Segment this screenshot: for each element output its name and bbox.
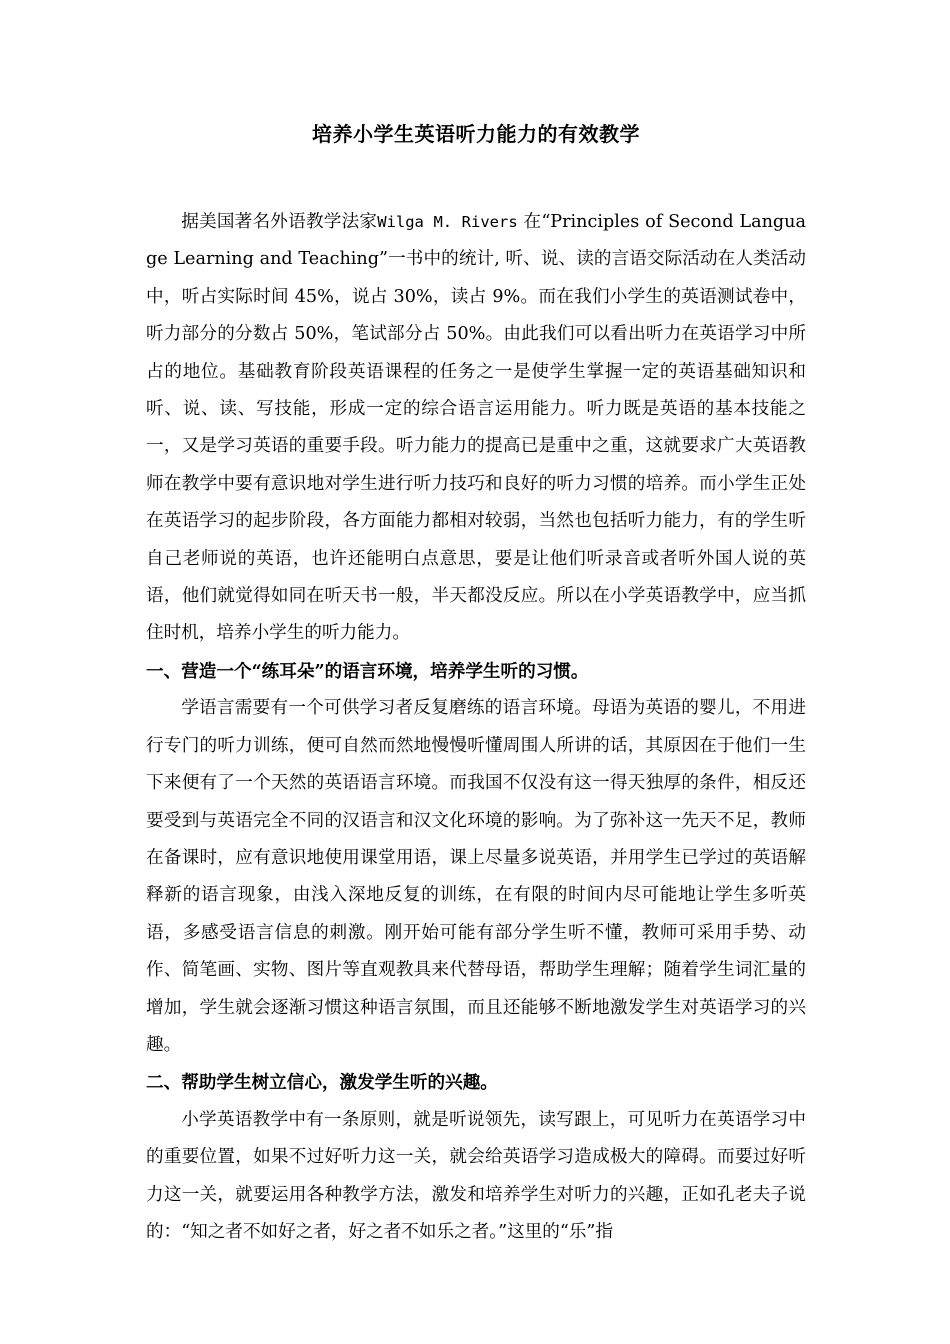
author-name: Wilga M. Rivers: [377, 213, 518, 231]
intro-text-start: 据美国著名外语教学法家: [181, 212, 378, 232]
intro-text-rest: 在“Principles of Second Language Learning and Teaching”一书中的统计, 听、说、读的言语交际活动在人类活动中，听占实际时间 45%，说占 30%，读占 9%。而在我们小学生的英语测试卷中，听力部分的分数占 50%，笔试部分占 50%。由此我们可以看出听力在英语学习中所占的地位。基础教育阶段英语课程的任务之一是使学生掌握一定的英语基础知识和听、说、读、写技能，形成一定的综合语言运用能力。听力既是英语的基本技能之一，又是学习英语的重要手段。听力能力的提高已是重中之重，这就要求广大英语教师在教学中要有意识地对学生进行听力技巧和良好的听力习惯的培养。而小学生正处在英语学习的起步阶段，各方面能力都相对较弱，当然也包括听力能力，有的学生听自己老师说的英语，也许还能明白点意思，要是让他们听录音或者听外国人说的英语，他们就觉得如同在听天书一般，半天都没反应。所以在小学英语教学中，应当抓住时机，培养小学生的听力能力。: [146, 212, 806, 644]
document-title: 培养小学生英语听力能力的有效教学: [312, 122, 640, 146]
intro-paragraph: [146, 204, 806, 653]
section-2-heading: 二、帮助学生树立信心，激发学生听的兴趣。: [146, 1072, 498, 1094]
section-1-paragraph: 学语言需要有一个可供学习者反复磨练的语言环境。母语为英语的婴儿，不用进行专门的听力训练，便可自然而然地慢慢听懂周围人所讲的话，其原因在于他们一生下来便有了一个天然的英语语言环境。而我国不仅没有这一得天独厚的条件，相反还要受到与英语完全不同的汉语言和汉文化环境的影响。为了弥补这一先天不足，教师在备课时，应有意识地使用课堂用语，课上尽量多说英语，并用学生已学过的英语解释新的语言现象，由浅入深地反复的训练，在有限的时间内尽可能地让学生多听英语，多感受语言信息的刺激。刚开始可能有部分学生听不懂，教师可采用手势、动作、简笔画、实物、图片等直观教具来代替母语，帮助学生理解；随着学生词汇量的增加，学生就会逐渐习惯这种语言氛围，而且还能够不断地激发学生对英语学习的兴趣。: [146, 698, 806, 1055]
section-2-paragraph: 小学英语教学中有一条原则，就是听说领先，读写跟上，可见听力在英语学习中的重要位置，如果不过好听力这一关，就会给英语学习造成极大的障碍。而要过好听力这一关，就要运用各种教学方法，激发和培养学生对听力的兴趣，正如孔老夫子说的：“知之者不如好之者，好之者不如乐之者。”这里的“乐”指: [146, 1109, 806, 1242]
section-1-heading: 一、营造一个“练耳朵”的语言环境，培养学生听的习惯。: [146, 660, 589, 682]
document-page: [146, 118, 806, 1251]
